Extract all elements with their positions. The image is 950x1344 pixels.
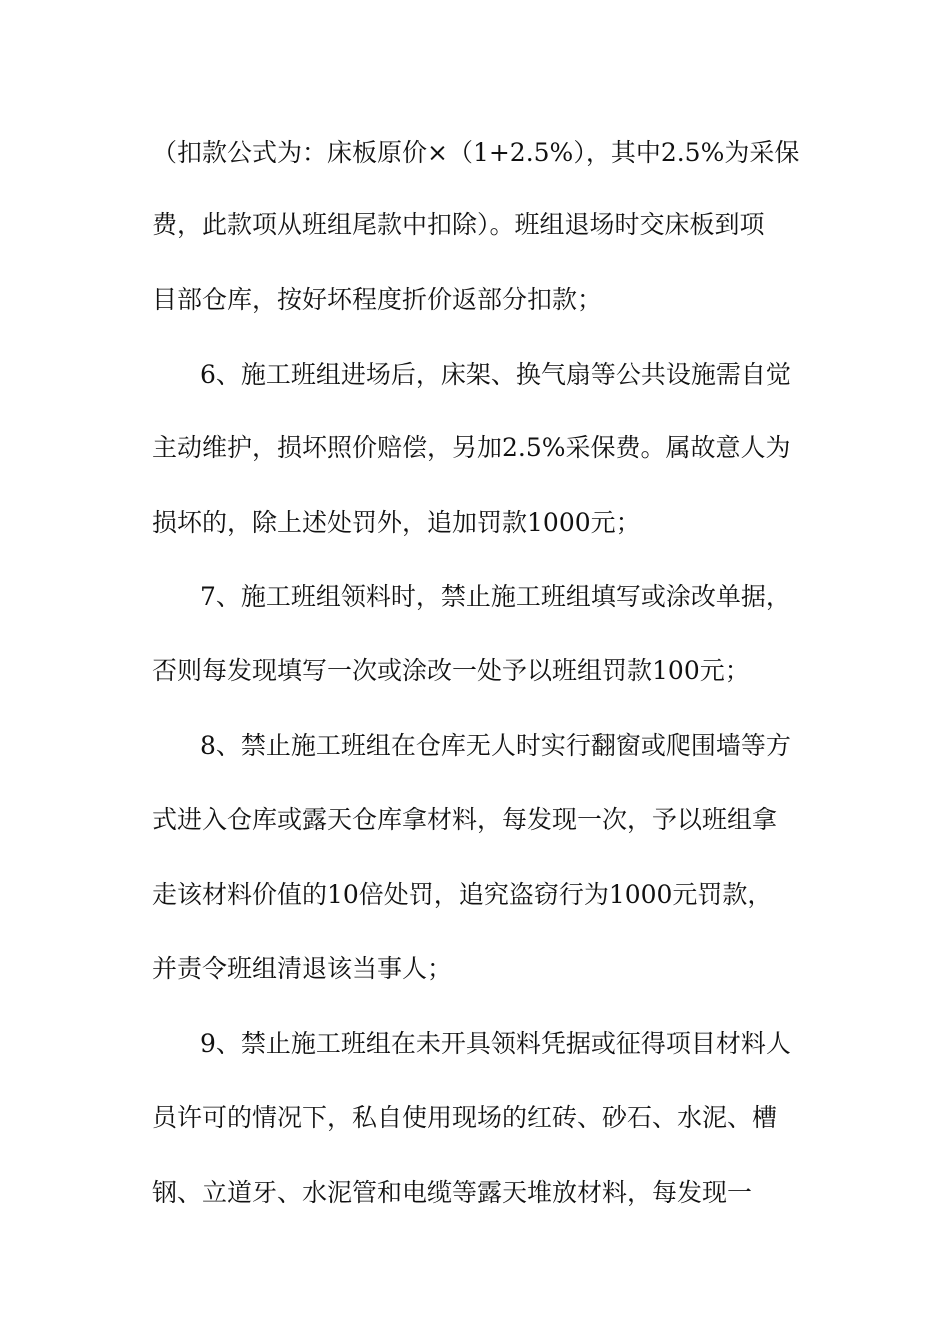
paragraph-8-start: 8、禁止施工班组在仓库无人时实行翻窗或爬围墙等方 <box>200 731 791 760</box>
text-line-2: 费，此款项从班组尾款中扣除）。班组退场时交床板到项 <box>152 210 765 239</box>
paragraph-7-start: 7、施工班组领料时，禁止施工班组填写或涂改单据， <box>200 582 791 611</box>
text-line-6: 损坏的，除上述处罚外，追加罚款1000元； <box>152 508 641 537</box>
text-line-5: 主动维护，损坏照价赔偿，另加2.5%采保费。属故意人为 <box>152 433 791 462</box>
text-line-11: 走该材料价值的10倍处罚，追究盗窃行为1000元罚款， <box>152 880 773 909</box>
paragraph-6-start: 6、施工班组进场后，床架、换气扇等公共设施需自觉 <box>200 360 791 389</box>
text-line-15: 钢、立道牙、水泥管和电缆等露天堆放材料，每发现一 <box>152 1178 753 1207</box>
text-line-14: 员许可的情况下，私自使用现场的红砖、砂石、水泥、槽 <box>152 1103 778 1132</box>
text-line-3: 目部仓库，按好坏程度折价返部分扣款； <box>152 285 603 314</box>
paragraph-9-start: 9、禁止施工班组在未开具领料凭据或征得项目材料人 <box>200 1029 791 1058</box>
text-line-12: 并责令班组清退该当事人； <box>152 954 453 983</box>
text-line-1: （扣款公式为：床板原价×（1+2.5%），其中2.5%为采保 <box>152 138 800 167</box>
text-line-8: 否则每发现填写一次或涂改一处予以班组罚款100元； <box>152 656 750 685</box>
text-line-10: 式进入仓库或露天仓库拿材料，每发现一次，予以班组拿 <box>152 805 778 834</box>
